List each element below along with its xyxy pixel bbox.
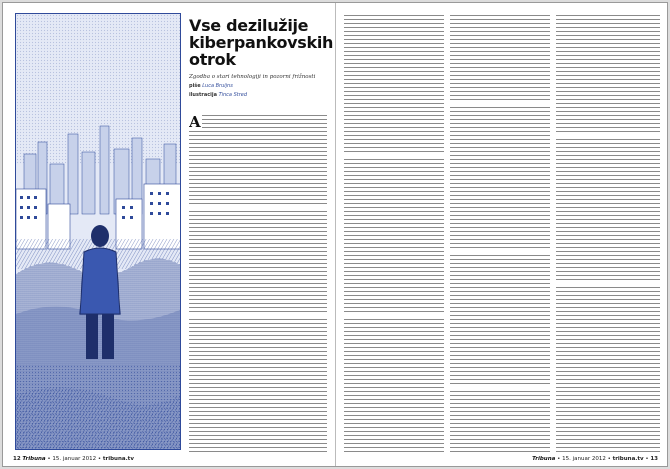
article-header: [189, 16, 334, 99]
magazine-spread: [2, 2, 668, 467]
article-title: Vse dezilužije kiberpankovskih otrok: [189, 16, 334, 69]
left-date: 15. januar 2012: [52, 456, 97, 462]
left-site: tribuna.tv: [102, 456, 134, 462]
right-magazine-name: Tribuna: [532, 456, 556, 462]
cyberpunk-city-illustration: [16, 14, 181, 450]
author-name: Luca Bruijns: [202, 83, 233, 89]
body-text-column-4: [556, 15, 660, 452]
body-text-column-1: [189, 115, 327, 452]
right-footer: Tribuna • 15. januar 2012 • tribuna.tv • 13: [532, 456, 658, 462]
illustrator-prefix: ilustracija: [189, 92, 217, 98]
left-footer: 12 Tribuna • 15. januar 2012 • tribuna.tv: [13, 456, 134, 462]
author-credit: [189, 83, 327, 90]
right-date: 15. januar 2012: [562, 456, 606, 462]
article-subtitle: Zgodba o stari tehnologiji in pozorni frižnosti: [189, 74, 316, 80]
right-page: [336, 3, 668, 466]
left-page: [3, 3, 335, 466]
body-text-column-3: [450, 15, 550, 452]
right-site: tribuna.tv: [612, 456, 644, 462]
body-text-column-2: [344, 15, 444, 452]
illustrator-credit: [189, 92, 327, 99]
author-prefix: piše: [189, 83, 201, 89]
illustrator-name: Tinca Stred: [218, 92, 248, 98]
article-illustration: [15, 13, 181, 450]
left-page-number: 12: [13, 456, 21, 462]
drop-cap: A: [189, 115, 201, 131]
left-magazine-name: Tribuna: [22, 456, 46, 462]
right-page-number: 13: [650, 456, 658, 462]
